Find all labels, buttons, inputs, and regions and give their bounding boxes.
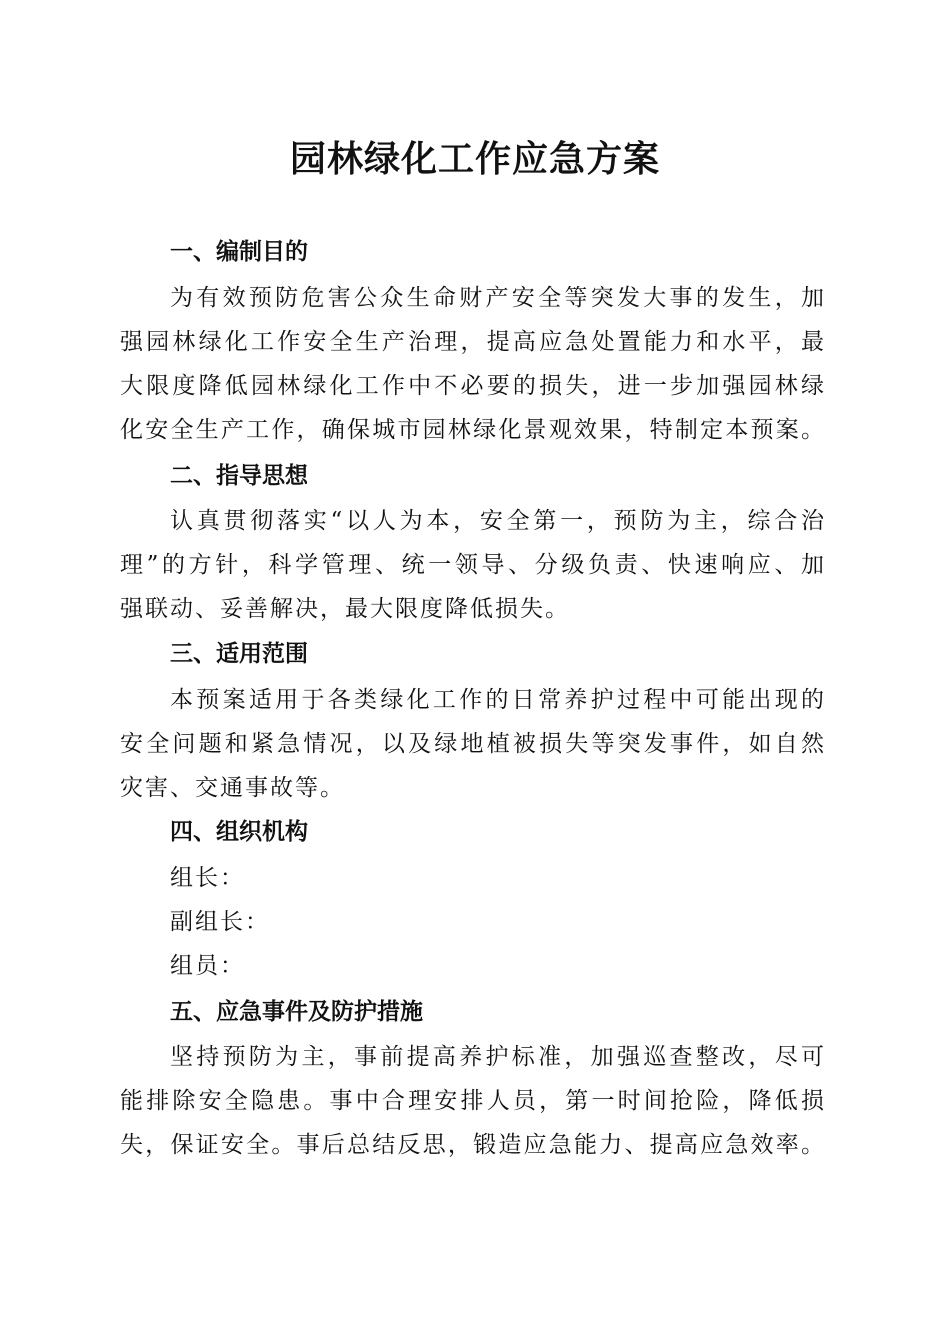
- document-title: 园林绿化工作应急方案: [289, 138, 660, 180]
- section-heading-purpose: 一、编制目的: [170, 239, 308, 265]
- paragraph-line: 理”的方针，科学管理、统一领导、分级负责、快速响应、加: [120, 552, 824, 578]
- section-heading-guiding-thought: 二、指导思想: [170, 463, 308, 489]
- team-member-label: 组员：: [170, 953, 245, 979]
- paragraph-line: 能排除安全隐患。事中合理安排人员，第一时间抢险，降低损: [120, 1088, 824, 1114]
- section-heading-emergency-measures: 五、应急事件及防护措施: [170, 999, 423, 1025]
- paragraph-line: 强联动、妥善解决，最大限度降低损失。: [120, 596, 570, 622]
- paragraph-line: 安全问题和紧急情况，以及绿地植被损失等突发事件，如自然: [120, 731, 824, 757]
- paragraph-line: 失，保证安全。事后总结反思，锻造应急能力、提高应急效率。: [120, 1132, 824, 1158]
- paragraph-line: 本预案适用于各类绿化工作的日常养护过程中可能出现的: [170, 687, 824, 713]
- section-heading-organization: 四、组织机构: [170, 819, 308, 845]
- paragraph-line: 认真贯彻落实“以人为本，安全第一，预防为主，综合治: [170, 508, 824, 534]
- deputy-leader-label: 副组长：: [170, 909, 270, 935]
- paragraph-line: 坚持预防为主，事前提高养护标准，加强巡查整改，尽可: [170, 1044, 824, 1070]
- section-heading-scope: 三、适用范围: [170, 641, 308, 667]
- paragraph-line: 大限度降低园林绿化工作中不必要的损失，进一步加强园林绿: [120, 373, 824, 399]
- paragraph-line: 为有效预防危害公众生命财产安全等突发大事的发生，加: [170, 285, 824, 311]
- team-leader-label: 组长：: [170, 865, 245, 891]
- paragraph-line: 强园林绿化工作安全生产治理，提高应急处置能力和水平，最: [120, 329, 824, 355]
- paragraph-line: 化安全生产工作，确保城市园林绿化景观效果，特制定本预案。: [120, 417, 824, 443]
- paragraph-line: 灾害、交通事故等。: [120, 775, 345, 801]
